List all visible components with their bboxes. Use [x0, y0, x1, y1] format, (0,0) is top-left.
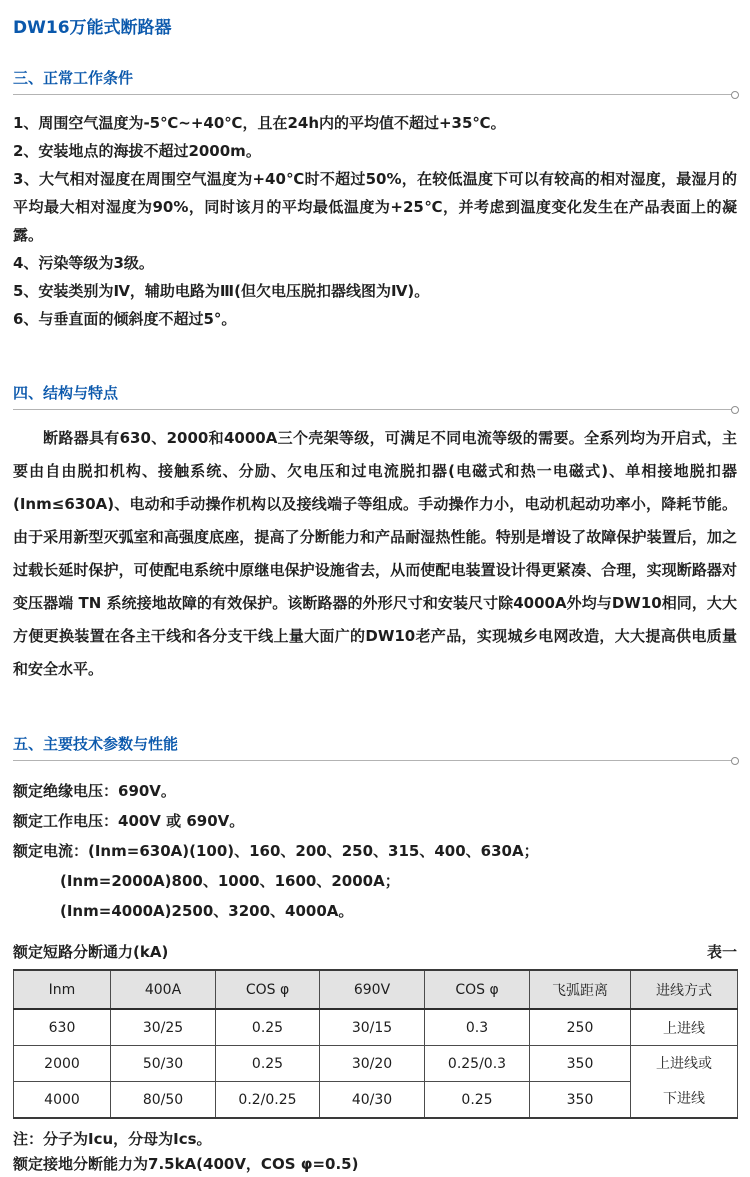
table-cell: 630 [14, 1009, 111, 1046]
divider-end-circle-icon [731, 91, 739, 99]
column-header: 进线方式 [631, 970, 738, 1009]
table-cell: 350 [530, 1046, 631, 1082]
table-caption: 额定短路分断通力(kA) [13, 943, 169, 961]
spec-line: 额定绝缘电压：690V。 [13, 782, 176, 800]
table-cell: 4000 [14, 1082, 111, 1119]
column-header: 690V [320, 970, 425, 1009]
list-item: 6、与垂直面的倾斜度不超过5°。 [13, 310, 237, 328]
table-cell: 0.25 [425, 1082, 530, 1119]
table-cell: 0.25 [216, 1009, 320, 1046]
column-header: 飞弧距离 [530, 970, 631, 1009]
section-divider [13, 94, 737, 95]
table-caption-row [13, 942, 737, 962]
table-number-tag: 表一 [706, 943, 737, 961]
spec-line: (Inm=4000A)2500、3200、4000A。 [60, 902, 354, 920]
breaking-capacity-table [13, 969, 738, 1119]
table-row [14, 1082, 738, 1119]
section-heading: 三、正常工作条件 [13, 69, 134, 87]
table-cell: 40/30 [320, 1082, 425, 1119]
divider-end-circle-icon [731, 757, 739, 765]
list-item: 1、周围空气温度为-5℃~+40℃，且在24h内的平均值不超过+35℃。 [13, 114, 506, 132]
merged-cell-line: 下进线 [663, 1090, 705, 1107]
table-cell: 30/20 [320, 1046, 425, 1082]
page-title: DW16万能式断路器 [13, 18, 172, 38]
note-line: 额定接地分断能力为7.5kA(400V，COS φ=0.5) [13, 1155, 359, 1173]
table-row [14, 1046, 738, 1082]
spec-line: (Inm=2000A)800、1000、1600、2000A； [60, 872, 400, 890]
table-header-row [14, 970, 738, 1009]
column-header: 400A [111, 970, 216, 1009]
table-cell: 30/15 [320, 1009, 425, 1046]
note-line: 注：分子为Icu，分母为Ics。 [13, 1130, 212, 1148]
table-cell: 0.25 [216, 1046, 320, 1082]
column-header: Inm [14, 970, 111, 1009]
ratings-list [13, 776, 737, 926]
section-heading: 五、主要技术参数与性能 [13, 735, 179, 753]
column-header: COS φ [425, 970, 530, 1009]
section-heading: 四、结构与特点 [13, 384, 119, 402]
list-item: 4、污染等级为3级。 [13, 254, 154, 272]
column-header: COS φ [216, 970, 320, 1009]
merged-cell-line: 上进线或 [656, 1055, 712, 1072]
divider-end-circle-icon [731, 406, 739, 414]
table-row [14, 1009, 738, 1046]
table-cell: 2000 [14, 1046, 111, 1082]
table-cell: 0.2/0.25 [216, 1082, 320, 1119]
table-cell: 0.3 [425, 1009, 530, 1046]
spec-line: 额定工作电压：400V 或 690V。 [13, 812, 245, 830]
table-cell: 250 [530, 1009, 631, 1046]
section-divider [13, 409, 737, 410]
section-structure-features [13, 383, 737, 410]
list-item: 5、安装类别为Ⅳ，辅助电路为Ⅲ(但欠电压脱扣器线图为Ⅳ)。 [13, 282, 430, 300]
conditions-list [13, 109, 737, 333]
table-cell-merged [631, 1046, 738, 1119]
table-cell: 80/50 [111, 1082, 216, 1119]
section-technical-parameters [13, 734, 737, 761]
section-normal-working-conditions [13, 68, 737, 95]
table-cell: 0.25/0.3 [425, 1046, 530, 1082]
table-cell: 上进线 [631, 1009, 738, 1046]
table-cell: 350 [530, 1082, 631, 1119]
table-cell: 30/25 [111, 1009, 216, 1046]
spec-line: 额定电流：(Inm=630A)(100)、160、200、250、315、400、630A； [13, 842, 539, 860]
list-item: 3、大气相对湿度在周围空气温度为+40℃时不超过50%，在较低温度下可以有较高的相对湿度，最湿月的平均最大相对湿度为90%，同时该月的平均最低温度为+25℃，并考虑到温度变化发生在产品表面上的凝露。 [13, 170, 737, 244]
table-cell: 50/30 [111, 1046, 216, 1082]
section-divider [13, 760, 737, 761]
list-item: 2、安装地点的海拔不超过2000m。 [13, 142, 261, 160]
table-notes [13, 1127, 737, 1177]
features-paragraph: 断路器具有630、2000和4000A三个壳架等级，可满足不同电流等级的需要。全系列均为开启式，主要由自由脱扣机构、接触系统、分励、欠电压和过电流脱扣器(电磁式和热一电磁式)、单相接地脱扣器(Inm≤630A)、电动和手动操作机构以及接线端子等组成。手动操作力小，电动机起动功率小，降耗节能。由于采用新型灭弧室和高强度底座，提高了分断能力和产品耐湿热性能。特别是增设了故障保护装置后，加之过载长延时保护，可使配电系统中原继电保护设施省去，从而使配电装置设计得更紧凑、合理，实现断路器对变压器端 TN 系统接地故障的有效保护。该断路器的外形尺寸和安装尺寸除4000A外均与DW10相同，大大方便更换装置在各主干线和各分支干线上量大面广的DW10老产品，实现城乡电网改造，大大提高供电质量和安全水平。 [13, 429, 737, 678]
